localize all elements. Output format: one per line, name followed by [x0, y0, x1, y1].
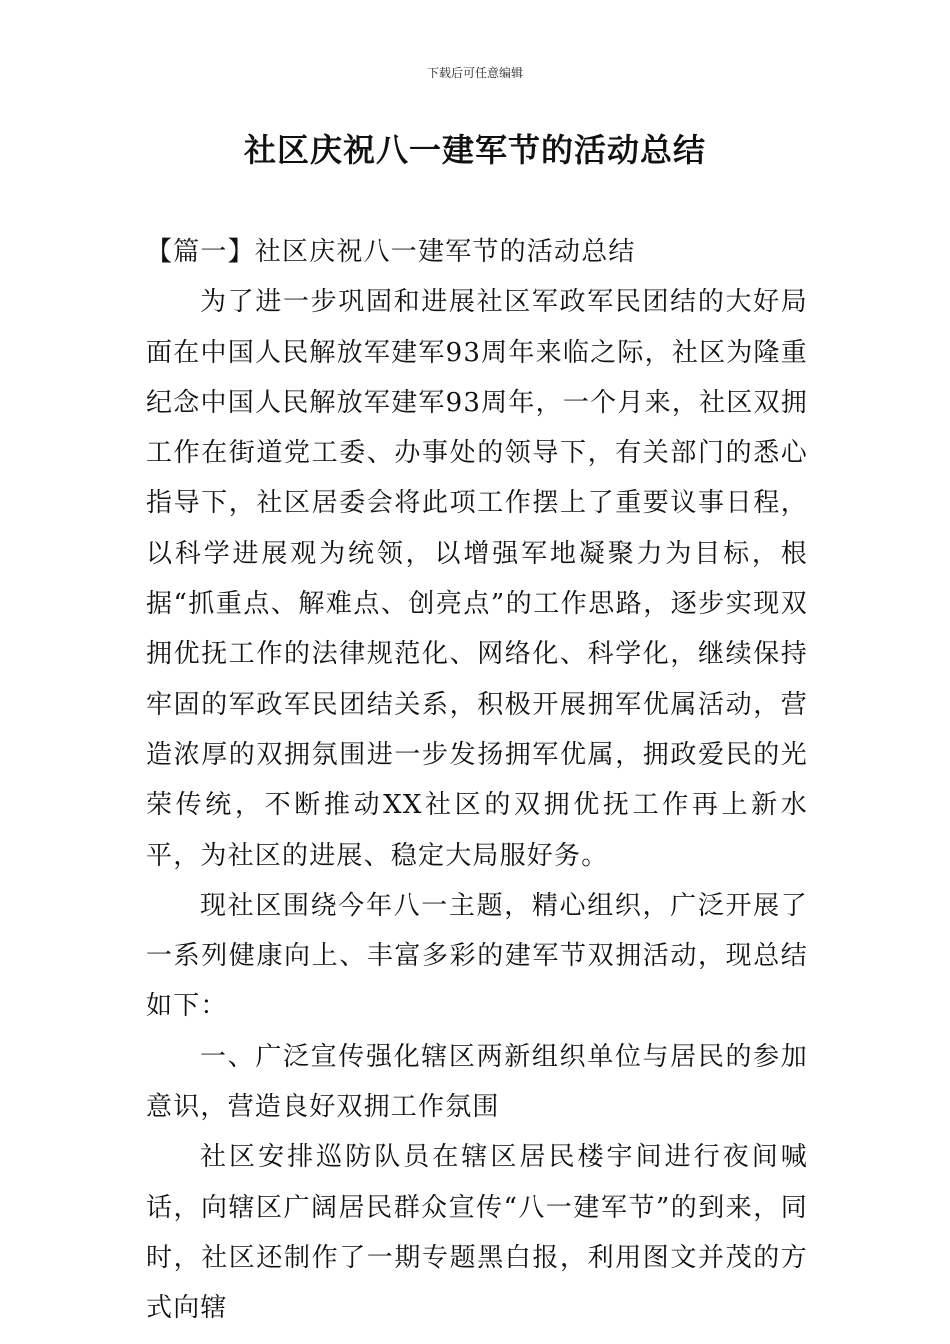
- paragraph: 一、广泛宣传强化辖区两新组织单位与居民的参加意识，营造良好双拥工作氛围: [146, 1041, 808, 1123]
- paragraph: 为了进一步巩固和进展社区军政军民团结的大好局面在中国人民解放军建军93周年来临之际，社区为隆重纪念中国人民解放军建军93周年，一个月来，社区双拥工作在街道党工委、办事处的领导下，有关部门的悉心指导下，社区居委会将此项工作摆上了重要议事日程，以科学进展观为统领，以增强军地凝聚力为目标，根据“抓重点、解难点、创亮点”的工作思路，逐步实现双拥优抚工作的法律规范化、网络化、科学化，继续保持牢固的军政军民团结关系，积极开展拥军优属活动，营造浓厚的双拥氛围进一步发扬拥军优属，拥政爱民的光荣传统，不断推动XX社区的双拥优抚工作再上新水平，为社区的进展、稳定大局服好务。: [146, 287, 808, 871]
- paragraph: 现社区围绕今年八一主题，精心组织，广泛开展了一系列健康向上、丰富多彩的建军节双拥活动，现总结如下：: [146, 890, 808, 1022]
- document-body: [146, 227, 808, 1334]
- header-note: 下载后可任意编辑: [426, 66, 523, 80]
- paragraph: 社区安排巡防队员在辖区居民楼宇间进行夜间喊话，向辖区广阔居民群众宣传“八一建军节”的到来，同时，社区还制作了一期专题黑白报，利用图文并茂的方式向辖: [146, 1142, 808, 1324]
- section-heading: 【篇一】社区庆祝八一建军节的活动总结: [146, 237, 636, 267]
- document-title: 社区庆祝八一建军节的活动总结: [243, 131, 706, 169]
